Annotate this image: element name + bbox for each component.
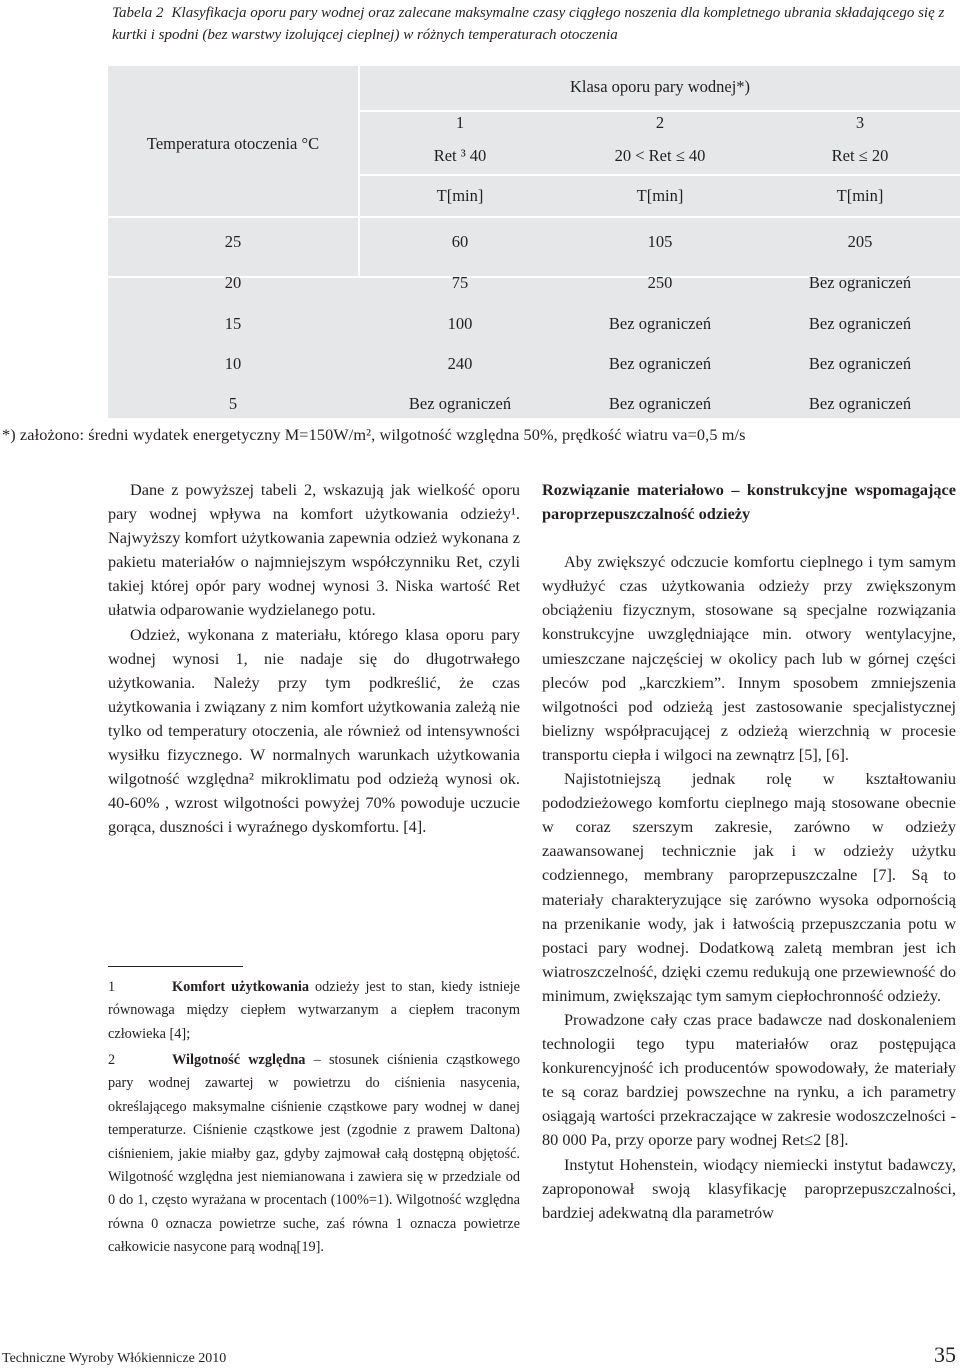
range-header: Ret ≤ 20 xyxy=(831,146,889,165)
footnote xyxy=(108,1049,520,1260)
range-header: 20 < Ret ≤ 40 xyxy=(614,146,706,165)
class-header: 3 xyxy=(855,113,865,132)
left-column xyxy=(108,478,520,839)
unit-header: T[min] xyxy=(836,186,884,205)
table-note: *) założono: średni wydatek energetyczny M=150W/m², wilgotność względna 50%, prędkość wiatru va=0,5 m/s xyxy=(2,425,746,444)
table-cell: Bez ograniczeń xyxy=(808,273,912,292)
table-cell: Bez ograniczeń xyxy=(608,394,712,413)
class-header: 1 xyxy=(455,113,465,132)
group-header: Klasa oporu pary wodnej*) xyxy=(569,77,751,96)
page-number: 35 xyxy=(934,1342,956,1367)
paragraph: Instytut Hohenstein, wiodący niemiecki instytut badawczy, zaproponował swoją klasyfikację paroprzepuszczalności, bardziej adekwatną dla parametrów xyxy=(542,1154,956,1222)
paragraph: Aby zwiększyć odczucie komfortu cieplnego i tym samym wydłużyć czas użytkowania odzieży przy zwiększonym obciążeniu fizycznym, stosowane są specjalne rozwiązania konstrukcyjne uwzględniające min. otwory wentylacyjne, umieszczane najczęściej w okolicy pach lub w górnej części pleców pod „karczkiem”. Innym sposobem zmniejszenia wilgotności pod odzieżą jest zastosowanie specjalistycznej bielizny współpracującej z odzieżą wierzchnią w procesie transportu ciepła i wilgoci na zewnątrz [5], [6]. xyxy=(542,552,956,764)
table-cell: 25 xyxy=(224,232,242,251)
journal-name: Techniczne Wyroby Włókiennicze 2010 xyxy=(2,1351,227,1366)
paragraph: Odzież, wykonana z materiału, którego klasa oporu pary wodnej wynosi 1, nie nadaje się do długotrwałego użytkowania. Należy przy tym podkreślić, że czas użytkowania i związany z nim komfort użytkowania zależą nie tylko od temperatury otoczenia, ale również od intensywności wysiłku fizycznego. W normalnych warunkach użytkowania wilgotność względna² mikroklimatu pod odzieżą wynosi ok. 40-60% , wzrost wilgotności powyżej 70% powoduje uczucie gorąca, duszności i wyraźnego dyskomfortu. [4]. xyxy=(108,624,520,837)
table-cell: 105 xyxy=(647,232,673,251)
class-header: 2 xyxy=(655,113,665,132)
footnote-number: 2 xyxy=(108,1052,116,1068)
table-divider xyxy=(360,110,960,112)
table-cell: Bez ograniczeń xyxy=(608,314,712,333)
paragraph: Najistotniejszą jednak rolę w kształtowaniu pododzieżowego komfortu cieplnego mają stosowane obecnie w coraz szerszym zakresie, zarówno w odzieży zaawansowanej technicznie jak i w odzieży użytku codziennego, membrany paroprzepuszczalne [7]. Są to materiały charakteryzujące się zarówno wysoka odpornością na przenikanie wody, jak i łatwością przepuszczania potu w postaci pary wodnej. Dodatkową zaletą membran jest ich wiatroszczelność, dzięki czemu redukują one przewiewność do minimum, zwiększając tym samym ciepłochronność odzieży. xyxy=(542,769,956,1005)
table-cell: 10 xyxy=(224,354,242,373)
table-divider xyxy=(360,174,960,176)
table-caption xyxy=(112,2,952,46)
caption-text: Klasyfikacja oporu pary wodnej oraz zalecane maksymalne czasy ciągłego noszenia dla kompletnego ubrania składającego się z kurtki i spodni (bez warstwy izolującej cieplnej) w różnych temperaturach otoczenia xyxy=(112,5,945,43)
table-cell: 15 xyxy=(224,314,242,333)
paragraph: Dane z powyższej tabeli 2, wskazują jak wielkość oporu pary wodnej wpływa na komfort użytkowania odzieży¹. Najwyższy komfort użytkowania zapewnia odzież wykonana z pakietu materiałów o najmniejszym współczynniku Ret, czyli takiej której opór pary wodnej wynosi 3. Niska wartość Ret ułatwia odparowanie wydzielanego potu. xyxy=(108,480,520,620)
footnote-term: Komfort użytkowania xyxy=(172,979,310,995)
unit-header: T[min] xyxy=(436,186,484,205)
footnote-term: Wilgotność względna xyxy=(172,1052,306,1068)
right-column xyxy=(542,478,956,1225)
table-cell: 60 xyxy=(451,232,469,251)
table-cell: 75 xyxy=(451,273,469,292)
table-cell: 100 xyxy=(447,314,473,333)
footnote-rule xyxy=(108,966,243,967)
table-cell: Bez ograniczeń xyxy=(808,354,912,373)
paragraph: Prowadzone cały czas prace badawcze nad doskonaleniem technologii tego typu materiałów oraz postępująca konkurencyjność ich producentów spowodowały, że materiały te są coraz bardziej powszechne na rynku, a ich parametry osiągają wartości przekraczające w zakresie wodoszczelności - 80 000 Pa, przy oporze pary wodnej Ret≤2 [8]. xyxy=(542,1009,956,1150)
footnote-text: – stosunek ciśnienia cząstkowego pary wodnej zawartej w powietrzu do ciśnienia nasycenia, określającego maksymalne ciśnienie cząstkowe pary wodnej w danej temperaturze. Ciśnienie cząstkowe jest (zgodnie z prawem Daltona) ciśnieniem, jakie miałby gaz, gdyby zajmował całą dostępną objętość. Wilgotność względna jest niemianowana i zawiera się w przedziale od 0 do 1, często wyrażana w procentach (100%=1). Wilgotność względna równa 0 oznacza powietrze suche, zaś równa 1 oznacza powietrze całkowicie nasycone parą wodną[19]. xyxy=(108,1052,520,1256)
range-header: Ret ³ 40 xyxy=(433,146,487,165)
table-cell: Bez ograniczeń xyxy=(608,354,712,373)
footnote xyxy=(108,976,520,1046)
table-divider xyxy=(108,216,960,218)
table-cell: 205 xyxy=(847,232,873,251)
row-header: Temperatura otoczenia °C xyxy=(146,134,320,153)
table-cell: 5 xyxy=(228,394,238,413)
table-cell: Bez ograniczeń xyxy=(808,314,912,333)
table-cell: 20 xyxy=(224,273,242,292)
unit-header: T[min] xyxy=(636,186,684,205)
footnote-text: odzieży jest to stan, kiedy istnieje równowaga między ciepłem wytwarzanym a ciepłem traconym człowieka [4]; xyxy=(108,979,520,1042)
section-heading: Rozwiązanie materiałowo – konstrukcyjne wspomagające paroprzepuszczalność odzieży xyxy=(542,480,956,524)
table-cell: Bez ograniczeń xyxy=(408,394,512,413)
table-cell: Bez ograniczeń xyxy=(808,394,912,413)
footnote-number: 1 xyxy=(108,979,116,995)
table-cell: 250 xyxy=(647,273,673,292)
ret-table xyxy=(108,66,960,418)
table-cell: 240 xyxy=(447,354,473,373)
caption-label: Tabela 2 xyxy=(112,5,164,21)
